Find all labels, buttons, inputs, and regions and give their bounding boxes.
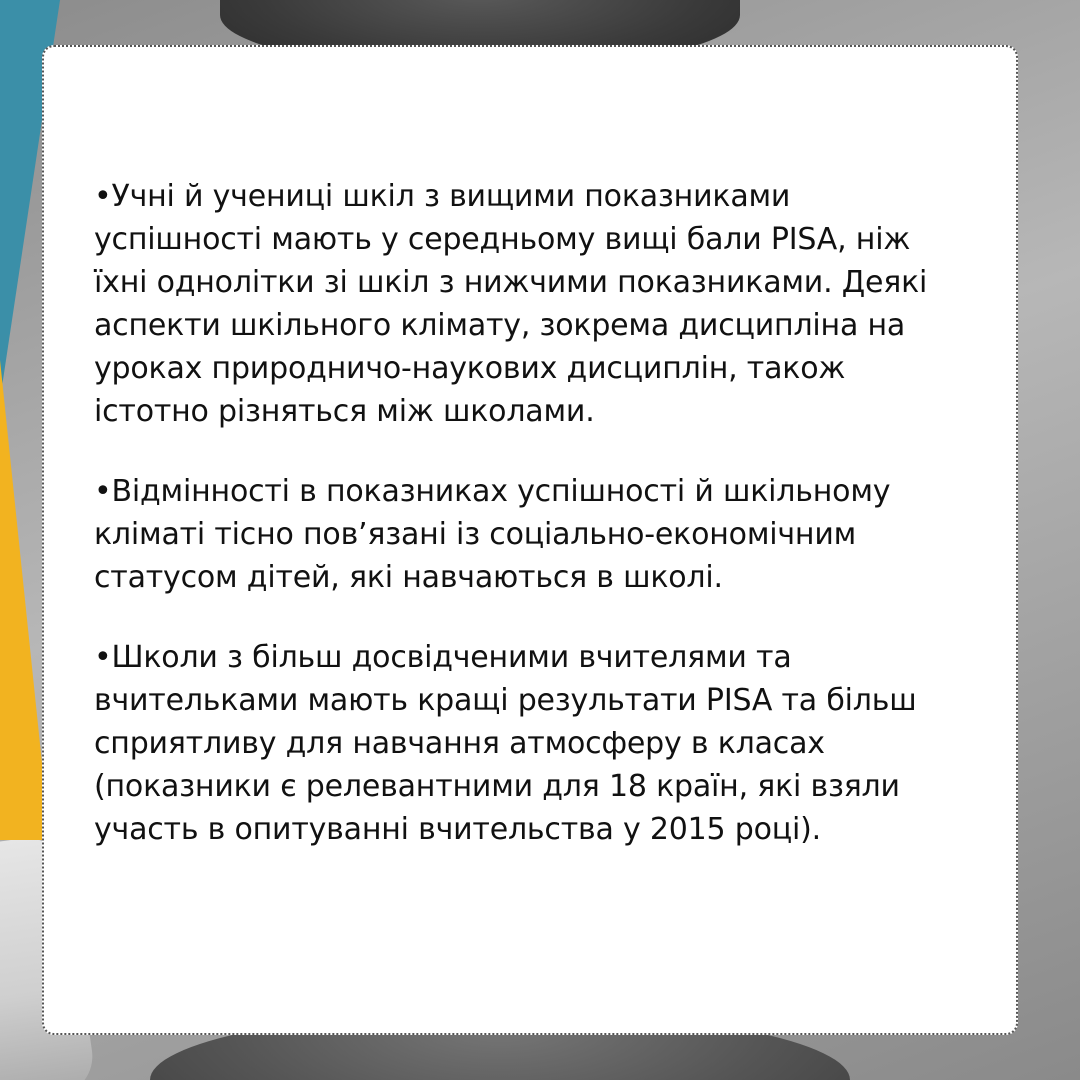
- paragraph-socioeconomic-status: •Відмінності в показниках успішності й шкільному кліматі тісно пов’язані із соціально-економічним статусом дітей, які навчаються в школі.: [94, 474, 891, 595]
- card-content: [94, 175, 994, 888]
- paragraph-school-performance: •Учні й учениці шкіл з вищими показниками успішності мають у середньому вищі бали PISA, ніж їхні однолітки зі шкіл з нижчими показниками. Деякі аспекти шкільного клімату, зокрема дисципліна на уроках природничо-наукових дисциплін, також істотно різняться між школами.: [94, 179, 928, 429]
- paragraph-experienced-teachers: •Школи з більш досвідченими вчителями та вчительками мають кращі результати PISA та більш сприятливу для навчання атмосферу в класах (показники є релевантними для 18 країн, які взяли участь в опитуванні вчительства у 2015 році).: [94, 640, 917, 847]
- text-card: [42, 45, 1018, 1035]
